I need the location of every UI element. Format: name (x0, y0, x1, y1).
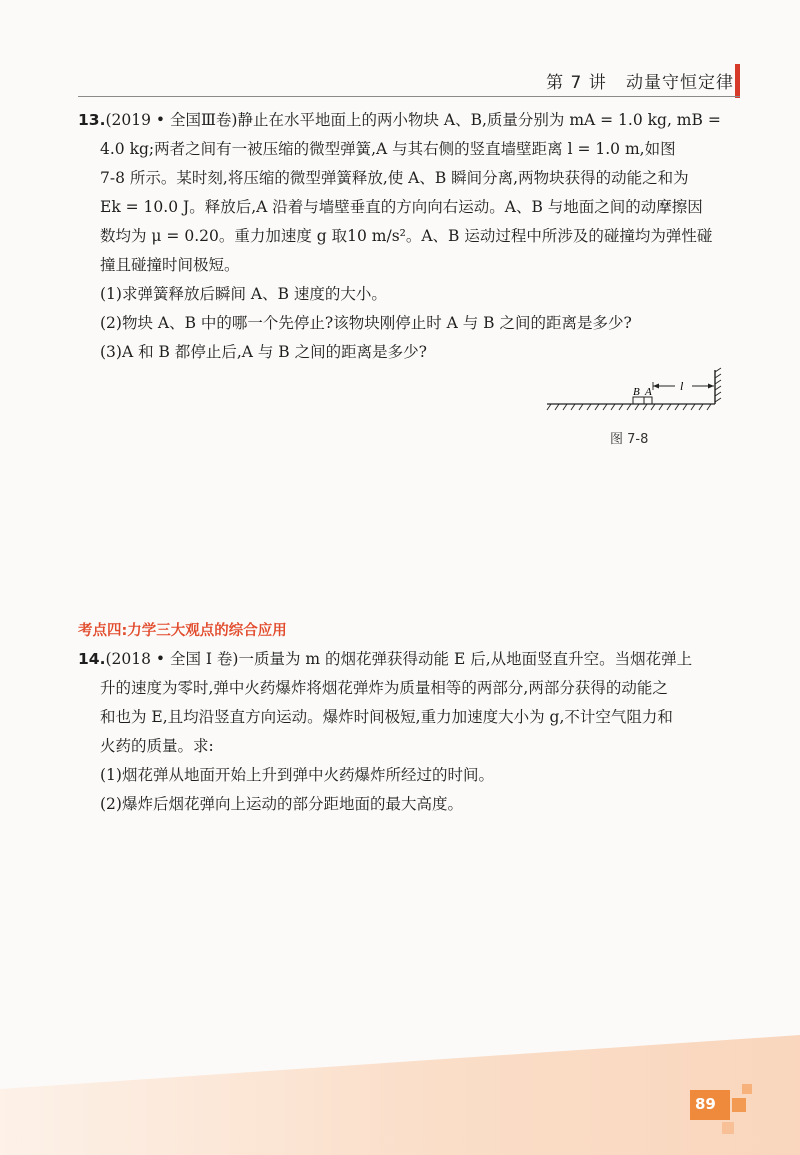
problem-14 (78, 645, 728, 819)
problem-13 (78, 106, 728, 367)
problem-14-question: (2)爆炸后烟花弹向上运动的部分距地面的最大高度。 (100, 795, 463, 813)
problem-13-question: (2)物块 A、B 中的哪一个先停止?该物块刚停止时 A 与 B 之间的距离是多少? (100, 314, 632, 332)
problem-13-line: Ek = 10.0 J。释放后,A 沿着与墙壁垂直的方向向右运动。A、B 与地面之间的动摩擦因 (100, 198, 703, 216)
decor-square (722, 1122, 734, 1134)
footer-decoration-band (0, 1035, 800, 1155)
problem-14-question: (1)烟花弹从地面开始上升到弹中火药爆炸所经过的时间。 (100, 766, 494, 784)
problem-13-question: (3)A 和 B 都停止后,A 与 B 之间的距离是多少? (100, 343, 427, 361)
problem-13-line: 撞且碰撞时间极短。 (100, 256, 240, 274)
header-divider (78, 96, 740, 97)
page-number: 89 (695, 1095, 716, 1113)
label-a: A (645, 386, 652, 398)
label-b: B (633, 386, 640, 398)
header-accent-bar (735, 64, 740, 98)
problem-14-line: 和也为 E,且均沿竖直方向运动。爆炸时间极短,重力加速度大小为 g,不计空气阻力和 (100, 708, 673, 726)
problem-14-line: 火药的质量。求: (100, 737, 214, 755)
label-l: l (680, 379, 684, 393)
problem-13-line: 4.0 kg;两者之间有一被压缩的微型弹簧,A 与其右侧的竖直墙壁距离 l = 1.0 m,如图 (100, 140, 676, 158)
decor-square (732, 1098, 746, 1112)
problem-14-line: 升的速度为零时,弹中火药爆炸将烟花弹炸为质量相等的两部分,两部分获得的动能之 (100, 679, 668, 697)
chapter-header: 第 7 讲 动量守恒定律 (546, 73, 734, 93)
problem-14-number: 14. (78, 650, 106, 668)
problem-13-line: 数均为 μ = 0.20。重力加速度 g 取10 m/s²。A、B 运动过程中所涉及的碰撞均为弹性碰 (100, 227, 713, 245)
section-title: 考点四:力学三大观点的综合应用 (78, 623, 287, 639)
decor-square (742, 1084, 752, 1094)
figure-caption: 图 7-8 (610, 432, 649, 447)
figure-7-8-diagram (545, 362, 725, 422)
problem-13-line: 13.(2019 • 全国Ⅲ卷)静止在水平地面上的两小物块 A、B,质量分别为 mA = 1.0 kg, mB = (78, 111, 721, 129)
block-b (633, 397, 644, 404)
problem-13-line: 7-8 所示。某时刻,将压缩的微型弹簧释放,使 A、B 瞬间分离,两物块获得的动能之和为 (100, 169, 689, 187)
block-a (644, 397, 652, 404)
problem-14-line: 14.(2018 • 全国 Ⅰ 卷)一质量为 m 的烟花弹获得动能 E 后,从地面竖直升空。当烟花弹上 (78, 650, 693, 668)
problem-13-number: 13. (78, 111, 106, 129)
problem-13-question: (1)求弹簧释放后瞬间 A、B 速度的大小。 (100, 285, 387, 303)
